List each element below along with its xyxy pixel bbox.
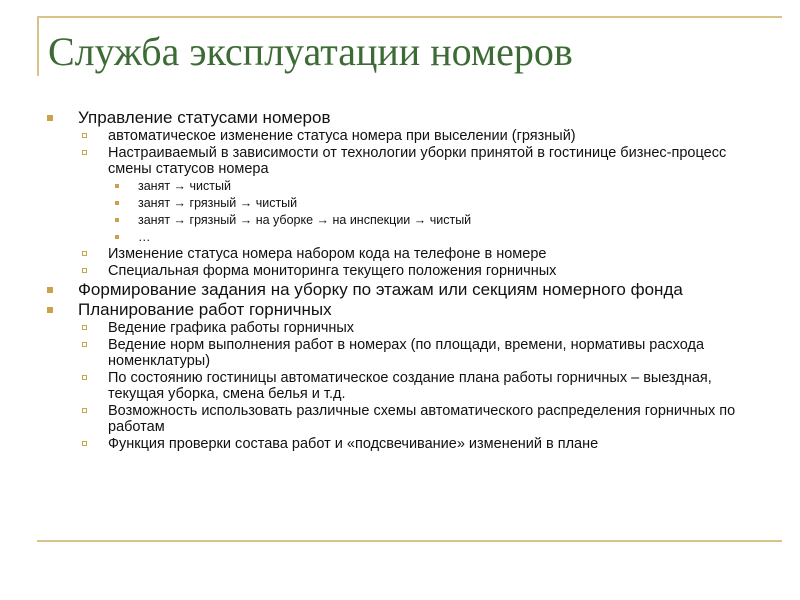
sub-bullet xyxy=(78,337,768,369)
sub-bullet-text: Функция проверки состава работ и «подсвечивание» изменений в плане xyxy=(108,436,599,452)
square-bullet-icon xyxy=(47,307,53,313)
top-rule xyxy=(37,16,782,18)
bullet-text: Формирование задания на уборку по этажам или секциям номерного фонда xyxy=(78,280,683,299)
slide-content xyxy=(48,108,768,453)
sub-bullet xyxy=(78,436,768,452)
bullet-text: Планирование работ горничных xyxy=(78,300,332,319)
small-square-bullet-icon xyxy=(115,184,119,188)
small-square-bullet-icon xyxy=(115,201,119,205)
sub-bullet xyxy=(78,320,768,336)
status-flow-item xyxy=(108,195,768,211)
sub-list xyxy=(78,320,768,452)
hollow-square-bullet-icon xyxy=(82,150,87,155)
sub-bullet-text: автоматическое изменение статуса номера при выселении (грязный) xyxy=(108,128,576,144)
sub-bullet-text: По состоянию гостиницы автоматическое создание плана работы горничных – выездная, текущая уборка, смена белья и т.д. xyxy=(108,370,712,402)
status-flow-text: занят → грязный → на уборке → на инспекции → чистый xyxy=(138,213,472,227)
bullet-maid-planning xyxy=(48,300,768,452)
sub-bullet xyxy=(78,370,768,402)
sub-list xyxy=(78,128,768,279)
small-square-bullet-icon xyxy=(115,235,119,239)
status-flow-text: занят → чистый xyxy=(138,179,231,193)
sub-bullet-text: Ведение графика работы горничных xyxy=(108,320,355,336)
sub-sub-list xyxy=(108,178,768,245)
status-flow-item xyxy=(108,178,768,194)
bottom-rule xyxy=(37,540,782,542)
hollow-square-bullet-icon xyxy=(82,251,87,256)
square-bullet-icon xyxy=(47,115,53,121)
hollow-square-bullet-icon xyxy=(82,325,87,330)
sub-bullet-text: Специальная форма мониторинга текущего положения горничных xyxy=(108,263,557,279)
hollow-square-bullet-icon xyxy=(82,375,87,380)
square-bullet-icon xyxy=(47,287,53,293)
sub-bullet xyxy=(78,263,768,279)
bullet-list xyxy=(48,108,768,452)
hollow-square-bullet-icon xyxy=(82,268,87,273)
sub-bullet xyxy=(78,128,768,144)
status-flow-item xyxy=(108,212,768,228)
hollow-square-bullet-icon xyxy=(82,133,87,138)
sub-bullet-text: Ведение норм выполнения работ в номерах (по площади, времени, нормативы расхода номенклатуры) xyxy=(108,337,705,369)
sub-bullet-text: Изменение статуса номера набором кода на телефоне в номере xyxy=(108,246,547,262)
small-square-bullet-icon xyxy=(115,218,119,222)
status-flow-item xyxy=(108,229,768,245)
slide-title: Служба эксплуатации номеров xyxy=(48,29,573,74)
left-rule xyxy=(37,16,39,76)
bullet-room-status-management xyxy=(48,108,768,279)
hollow-square-bullet-icon xyxy=(82,342,87,347)
sub-bullet-text: Возможность использовать различные схемы автоматического распределения горничных по работам xyxy=(108,403,736,435)
status-flow-text: занят → грязный → чистый xyxy=(138,196,298,210)
sub-bullet xyxy=(78,246,768,262)
sub-bullet-text: Настраиваемый в зависимости от технологии уборки принятой в гостинице бизнес-процесс смены статусов номера xyxy=(108,145,727,177)
hollow-square-bullet-icon xyxy=(82,441,87,446)
bullet-cleaning-task xyxy=(48,280,768,299)
sub-bullet xyxy=(78,145,768,245)
bullet-text: Управление статусами номеров xyxy=(78,108,331,127)
status-flow-text: … xyxy=(138,230,151,244)
sub-bullet xyxy=(78,403,768,435)
hollow-square-bullet-icon xyxy=(82,408,87,413)
